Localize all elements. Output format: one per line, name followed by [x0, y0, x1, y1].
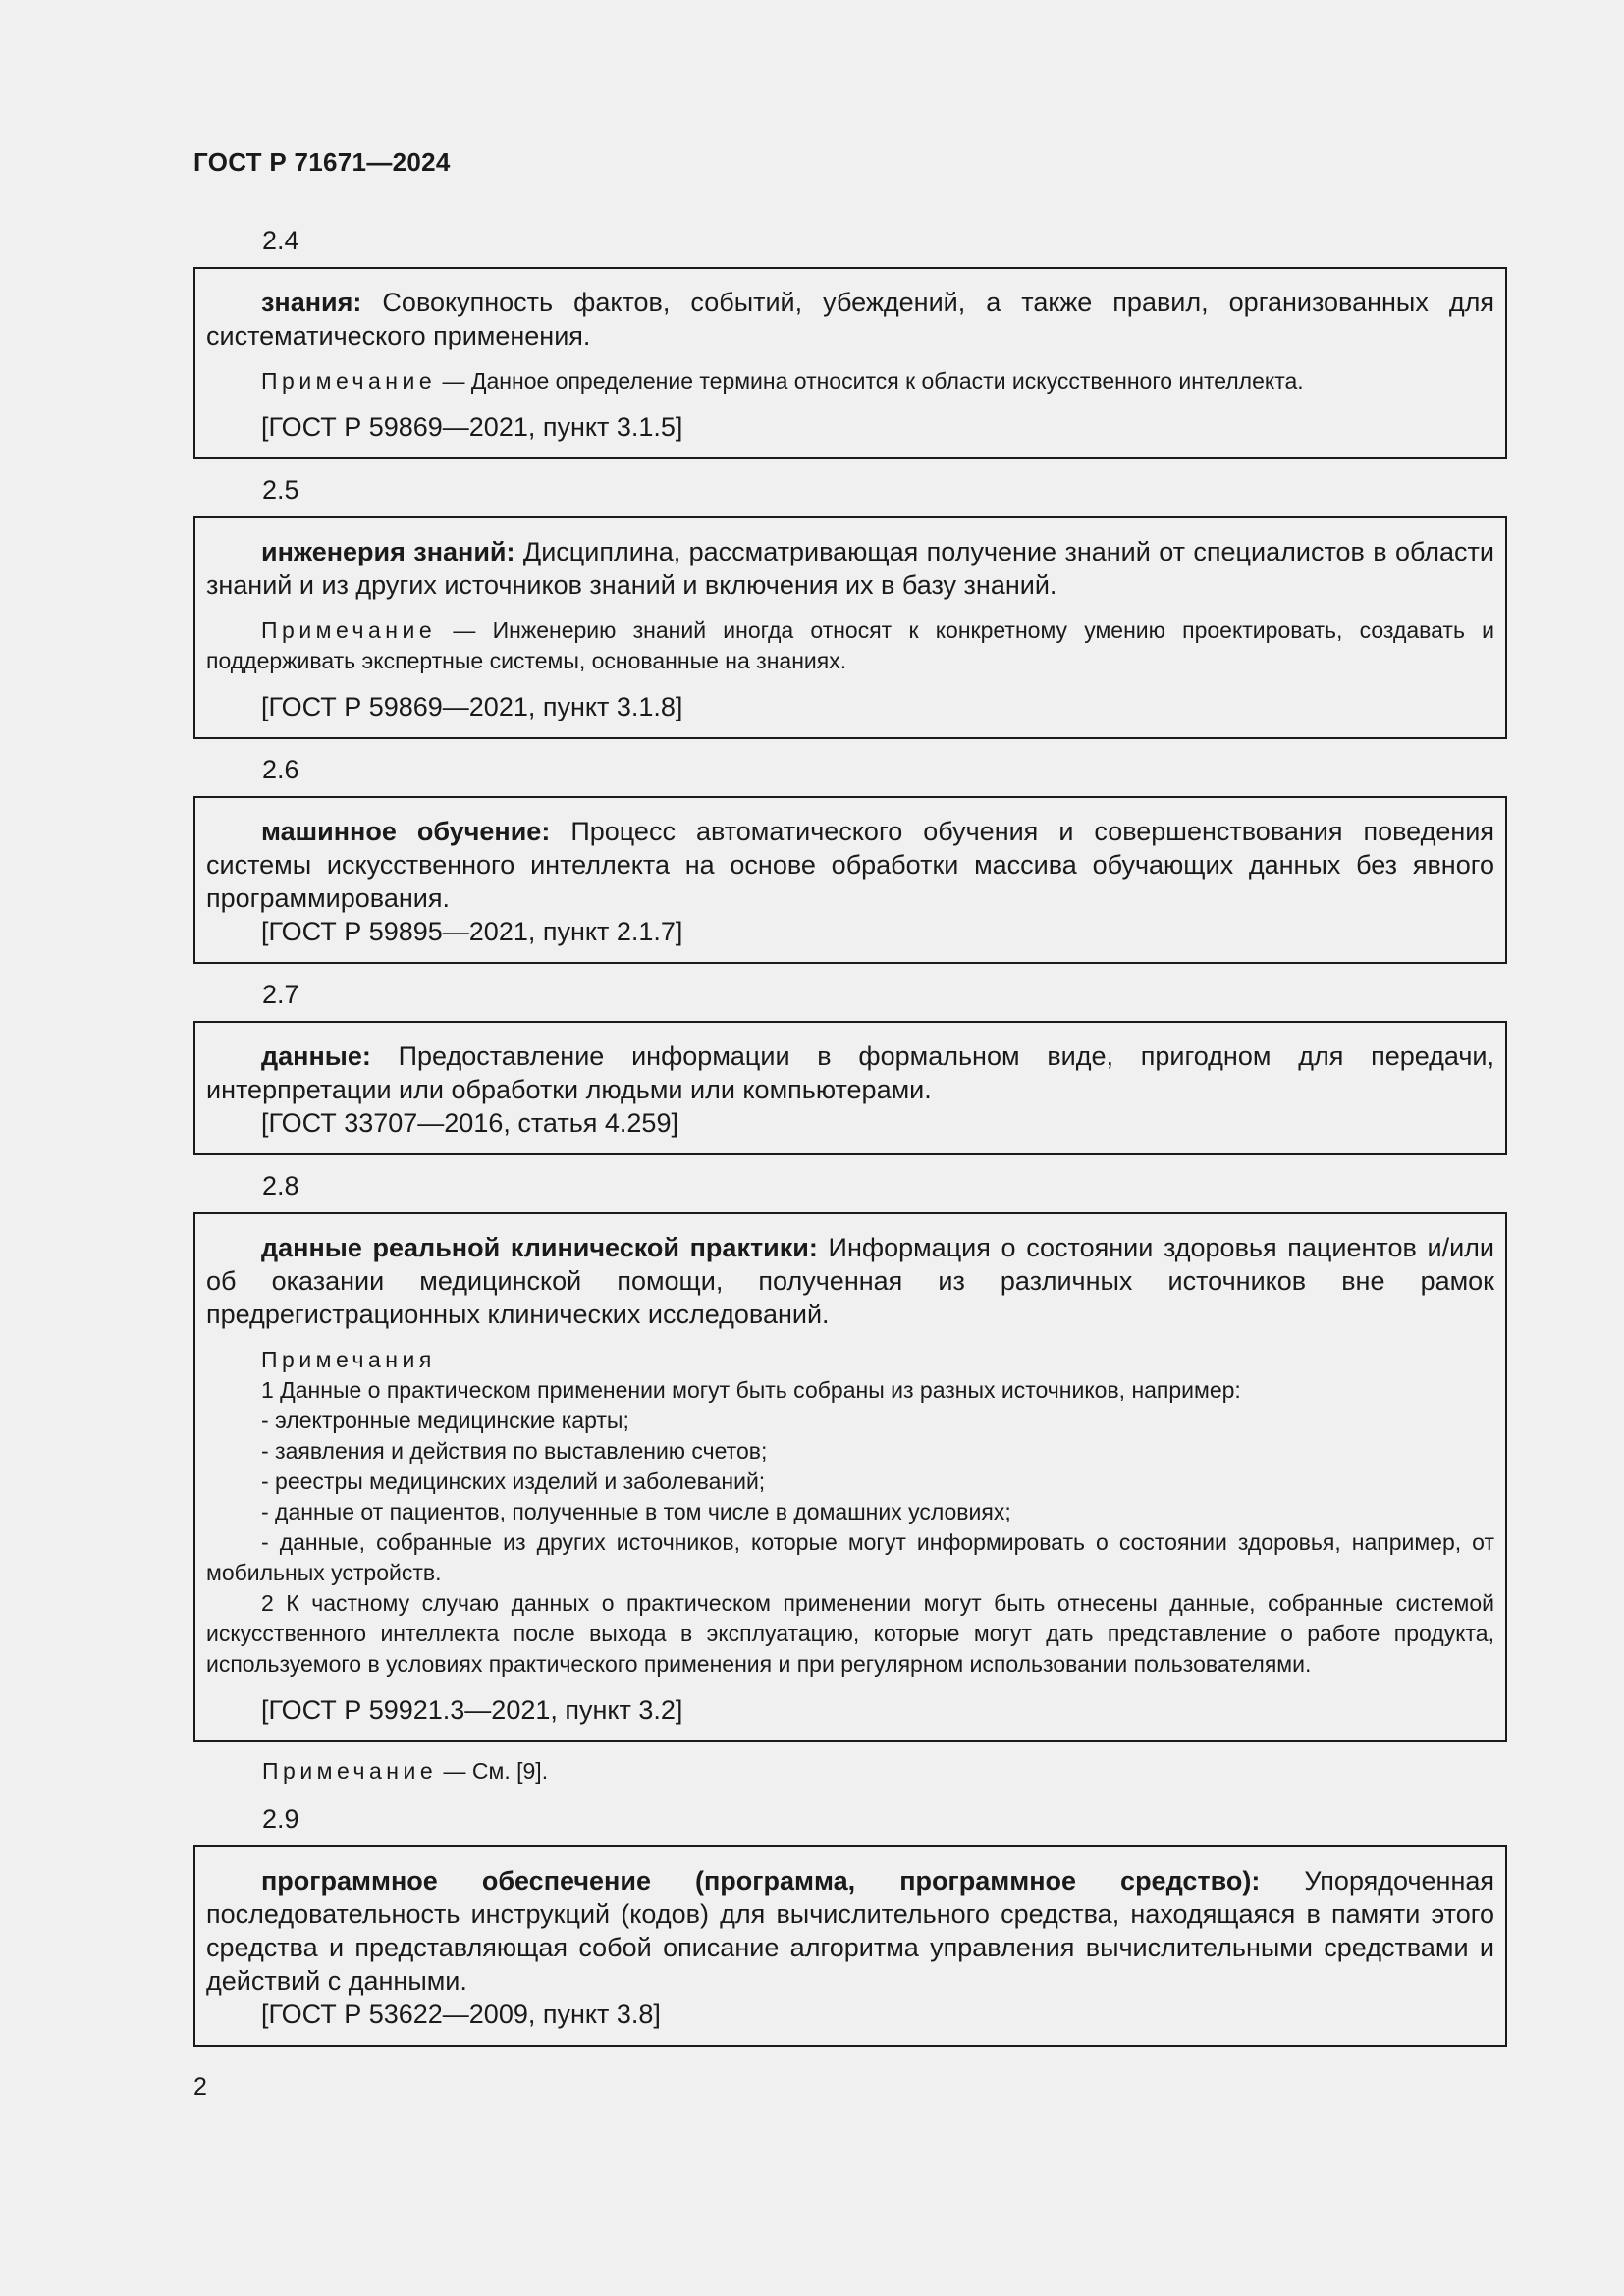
notes-title: Примечания: [261, 1347, 436, 1372]
term-reference: [ГОСТ Р 53622—2009, пункт 3.8]: [261, 2000, 661, 2029]
note-label: Примечание: [261, 368, 437, 394]
term-name: знания:: [261, 288, 362, 317]
term-reference: [ГОСТ 33707—2016, статья 4.259]: [261, 1108, 678, 1138]
definition-text: Предоставление информации в формальном виде, пригодном для передачи, интерпретации или обработки людьми или компьютерами.: [206, 1041, 1494, 1104]
note-text: — Инженерию знаний иногда относят к конкретному умению проектировать, создавать и поддерживать экспертные системы, основанные на знаниях.: [206, 617, 1494, 673]
note-item: 1 Данные о практическом применении могут быть собраны из разных источников, например:: [261, 1377, 1241, 1403]
term-definition: [206, 1040, 1494, 1106]
definition-text: Совокупность фактов, событий, убеждений, а также правил, организованных для систематического применения.: [206, 288, 1494, 350]
section-note: [193, 1756, 1507, 1787]
note-item: - данные, собранные из других источников, которые могут информировать о состоянии здоровья, например, от мобильных устройств.: [206, 1529, 1494, 1585]
term-definition: [206, 286, 1494, 352]
term-note: [206, 366, 1494, 397]
term-entry-knowledge: [193, 267, 1507, 459]
note-item: - электронные медицинские карты;: [261, 1408, 629, 1433]
term-reference: [ГОСТ Р 59869—2021, пункт 3.1.5]: [261, 412, 683, 442]
term-name: машинное обучение:: [261, 817, 551, 846]
term-reference: [ГОСТ Р 59921.3—2021, пункт 3.2]: [261, 1695, 683, 1725]
term-entry-data: [193, 1021, 1507, 1155]
page-number: 2: [193, 2073, 207, 2101]
term-definition: [206, 535, 1494, 602]
term-entry-knowledge-engineering: [193, 516, 1507, 739]
term-reference: [ГОСТ Р 59869—2021, пункт 3.1.8]: [261, 692, 683, 721]
term-note: [206, 615, 1494, 676]
term-number: 2.4: [262, 226, 299, 255]
term-definition: [206, 1864, 1494, 1998]
term-number: 2.9: [262, 1804, 299, 1834]
document-header: ГОСТ Р 71671—2024: [193, 147, 451, 177]
definition-text: Упорядоченная последовательность инструкций (кодов) для вычислительного средства, находящаяся в памяти этого средства и представляющая собой описание алгоритма управления вычислительными средствами и действий с данными.: [206, 1866, 1494, 1996]
terms-list: [193, 224, 1507, 2060]
term-name: инженерия знаний:: [261, 537, 515, 566]
note-label: Примечание: [262, 1758, 438, 1784]
term-entry-software: [193, 1845, 1507, 2047]
term-number: 2.5: [262, 475, 299, 505]
term-definition: [206, 1231, 1494, 1331]
definition-text: Процесс автоматического обучения и совершенствования поведения системы искусственного интеллекта на основе обработки массива обучающих данных без явного программирования.: [206, 817, 1494, 913]
note-text: — См. [9].: [437, 1758, 549, 1784]
term-name: программное обеспечение (программа, программное средство):: [261, 1866, 1261, 1896]
term-entry-real-world-data: [193, 1212, 1507, 1742]
note-label: Примечание: [261, 617, 437, 643]
note-item: - данные от пациентов, полученные в том числе в домашних условиях;: [261, 1499, 1011, 1524]
term-number: 2.8: [262, 1171, 299, 1201]
term-name: данные:: [261, 1041, 371, 1071]
note-text: — Данное определение термина относится к области искусственного интеллекта.: [436, 368, 1304, 394]
term-number: 2.6: [262, 755, 299, 784]
definition-text: Информация о состоянии здоровья пациентов и/или об оказании медицинской помощи, полученная из различных источников вне рамок предрегистрационных клинических исследований.: [206, 1233, 1494, 1329]
term-name: данные реальной клинической практики:: [261, 1233, 818, 1262]
term-entry-machine-learning: [193, 796, 1507, 964]
note-item: - реестры медицинских изделий и заболеваний;: [261, 1468, 766, 1494]
term-definition: [206, 815, 1494, 915]
term-reference: [ГОСТ Р 59895—2021, пункт 2.1.7]: [261, 917, 683, 946]
term-number: 2.7: [262, 980, 299, 1009]
definition-text: Дисциплина, рассматривающая получение знаний от специалистов в области знаний и из других источников знаний и включения их в базу знаний.: [206, 537, 1494, 600]
note-item: - заявления и действия по выставлению счетов;: [261, 1438, 768, 1464]
note-item: 2 К частному случаю данных о практическом применении могут быть отнесены данные, собранные системой искусственного интеллекта после выхода в эксплуатацию, которые могут дать представление о работе продукта, используемого в условиях практического применения и при регулярном использовании пользователями.: [206, 1590, 1494, 1677]
